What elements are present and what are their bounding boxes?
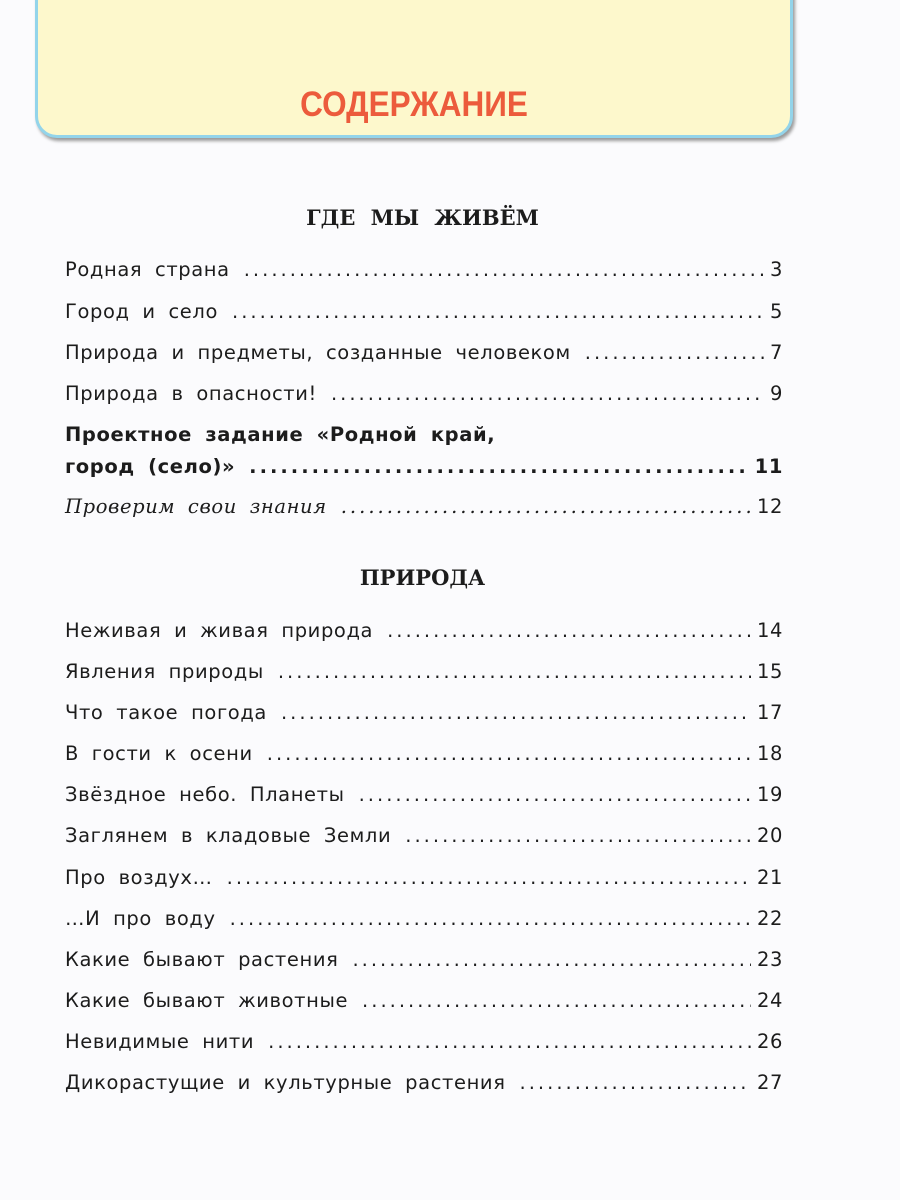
toc-entry[interactable] — [65, 948, 783, 972]
toc-entry-label: Неживая и живая природа — [65, 619, 374, 642]
toc-entry[interactable] — [65, 341, 783, 365]
toc-entry-label: Природа и предметы, созданные человеком — [65, 341, 571, 364]
toc-entry-label: Дикорастущие и культурные растения — [65, 1071, 506, 1094]
toc-entry-label: Родная страна — [65, 258, 230, 281]
toc-entry-page: 7 — [769, 341, 783, 364]
dot-leader — [341, 495, 751, 519]
toc-entry-page: 14 — [756, 619, 783, 642]
toc-entry[interactable] — [65, 989, 783, 1013]
dot-leader — [331, 382, 764, 406]
header-banner — [35, 0, 793, 138]
toc-entry-page: 26 — [756, 1030, 783, 1053]
toc-entry-label: В гости к осени — [65, 742, 253, 765]
dot-leader — [244, 258, 764, 282]
dot-leader — [230, 907, 751, 931]
toc-entry-label: Невидимые нити — [65, 1030, 255, 1053]
toc-entry[interactable] — [65, 824, 783, 848]
dot-leader — [359, 783, 751, 807]
toc-entry-page: 27 — [756, 1071, 783, 1094]
toc-entry-label: Что такое погода — [65, 701, 267, 724]
toc-entry[interactable] — [65, 1071, 783, 1095]
toc-entry[interactable] — [65, 783, 783, 807]
dot-leader — [227, 866, 751, 890]
toc-entry[interactable] — [65, 300, 783, 324]
section-heading: ПРИРОДА — [359, 565, 486, 590]
toc-entry-label: город (село)» — [65, 455, 236, 478]
dot-leader — [585, 341, 764, 365]
toc-entry[interactable] — [65, 495, 783, 519]
toc-entry[interactable] — [65, 258, 783, 282]
dot-leader — [232, 300, 764, 324]
dot-leader — [405, 824, 751, 848]
toc-entry-page: 23 — [756, 948, 783, 971]
toc-entry[interactable] — [65, 382, 783, 406]
toc-entry-label: Проверим свои знания — [65, 495, 327, 518]
toc-entry[interactable] — [65, 1030, 783, 1054]
toc-entry[interactable] — [65, 455, 783, 479]
dot-leader — [281, 701, 751, 725]
toc-entry-label: Природа в опасности! — [65, 382, 317, 405]
toc-entry-label: Какие бывают животные — [65, 989, 349, 1012]
dot-leader — [362, 989, 751, 1013]
toc-entry-page: 3 — [769, 258, 783, 281]
toc-entry[interactable] — [65, 866, 783, 890]
toc-entry-label: Город и село — [65, 300, 218, 323]
toc-entry-label: Явления природы — [65, 660, 264, 683]
toc-entry-page: 12 — [756, 495, 783, 518]
dot-leader — [352, 948, 751, 972]
dot-leader — [268, 1030, 751, 1054]
toc-entry-page: 19 — [756, 783, 783, 806]
toc-entry-label-line1: Проектное задание «Родной край, — [65, 423, 496, 446]
toc-entry-label: Заглянем в кладовые Земли — [65, 824, 392, 847]
toc-entry[interactable] — [65, 660, 783, 684]
dot-leader — [267, 742, 751, 766]
toc-entry-page: 18 — [756, 742, 783, 765]
dot-leader — [520, 1071, 751, 1095]
toc-entry-label: Какие бывают растения — [65, 948, 339, 971]
toc-entry-label: Про воздух… — [65, 866, 213, 889]
toc-entry[interactable] — [65, 907, 783, 931]
toc-entry-label: Звёздное небо. Планеты — [65, 783, 345, 806]
toc-entry-page: 20 — [756, 824, 783, 847]
toc-entry-page: 9 — [769, 382, 783, 405]
toc-entry[interactable] — [65, 619, 783, 643]
dot-leader — [249, 455, 748, 479]
toc-entry-page: 15 — [756, 660, 783, 683]
toc-entry-page: 5 — [769, 300, 783, 323]
toc-entry-page: 21 — [756, 866, 783, 889]
toc-entry[interactable] — [65, 701, 783, 725]
toc-entry-page: 22 — [756, 907, 783, 930]
section-heading: ГДЕ МЫ ЖИВЁМ — [306, 205, 539, 230]
dot-leader — [278, 660, 751, 684]
toc-entry-page: 11 — [754, 455, 783, 478]
toc-entry-label: …И про воду — [65, 907, 216, 930]
toc-entry-page: 17 — [756, 701, 783, 724]
toc-entry-page: 24 — [756, 989, 783, 1012]
toc-entry[interactable] — [65, 742, 783, 766]
dot-leader — [387, 619, 751, 643]
page-title: СОДЕРЖАНИЕ — [300, 85, 528, 124]
